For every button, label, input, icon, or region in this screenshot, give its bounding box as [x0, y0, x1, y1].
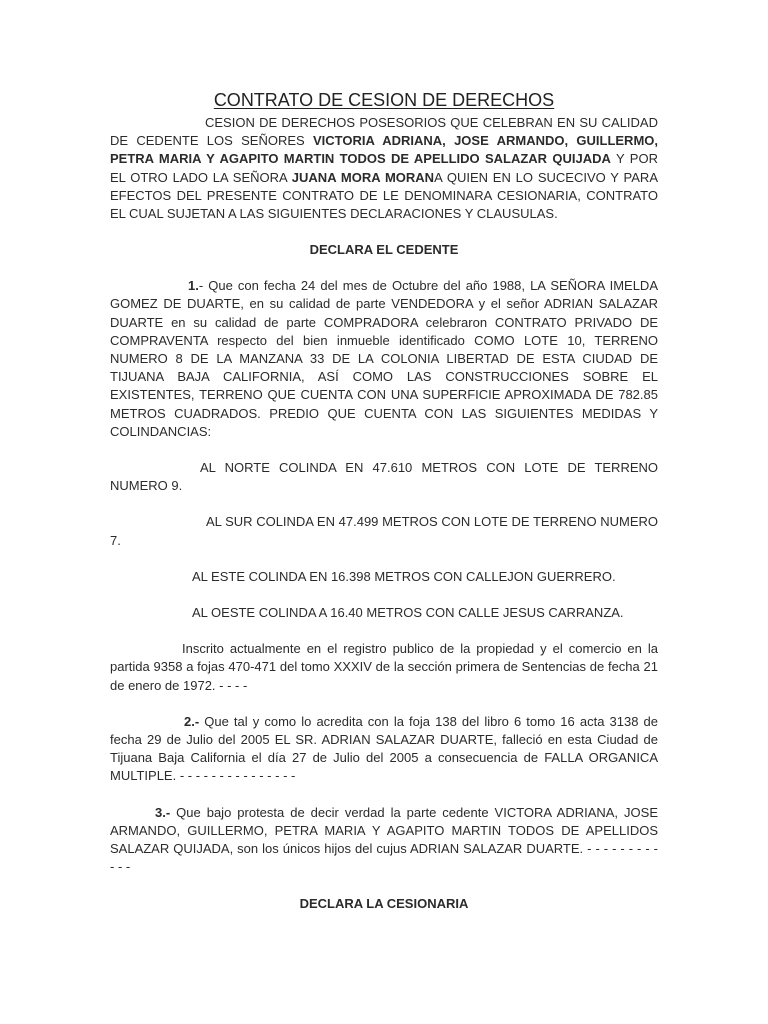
registry-paragraph: Inscrito actualmente en el registro publico de la propiedad y el comercio en la partida 9358 a fojas 470-471 del tomo XXXIV de la sección primera de Sentencias de fecha 21 de enero de 1972. - - - -: [110, 641, 658, 693]
clause-3-text: Que bajo protesta de decir verdad la parte cedente VICTORA ADRIANA, JOSE ARMANDO, GUILLERMO, PETRA MARIA Y AGAPITO MARTIN TODOS DE APELLIDOS SALAZAR QUIJADA, son los únicos hijos del cujus ADRIAN SALAZAR DUARTE. - - - - - - - - - - - -: [110, 804, 658, 875]
document-title: CONTRATO DE CESION DE DERECHOS: [213, 90, 555, 110]
clause-1-number: 1.: [188, 278, 199, 294]
cedentes-names: VICTORIA ADRIANA, JOSE ARMANDO, GUILLERMO, PETRA MARIA Y AGAPITO MARTIN TODOS DE APELLIDO SALAZAR QUIJADA: [110, 133, 658, 167]
clause-1-text: - Que con fecha 24 del mes de Octubre del año 1988, LA SEÑORA IMELDA GOMEZ DE DUARTE, en su calidad de parte VENDEDORA y el señor ADRIAN SALAZAR DUARTE en su calidad de parte COMPRADORA celebraron CONTRATO PRIVADO DE COMPRAVENTA respecto del bien inmueble identificado COMO LOTE 10, TERRENO NUMERO 8 DE LA MANZANA 33 DE LA COLONIA LIBERTAD DE ESTA CIUDAD DE TIJUANA BAJA CALIFORNIA, ASÍ COMO LAS CONSTRUCCIONES SOBRE EL EXISTENTES, TERRENO QUE CUENTA CON UNA SUPERFICIE APROXIMADA DE 782.85 METROS CUADRADOS. PREDIO QUE CUENTA CON LAS SIGUIENTES MEDIDAS Y COLINDANCIAS:: [110, 278, 658, 439]
intro-text-3: A QUIEN EN LO SUCECIVO Y PARA EFECTOS DEL PRESENTE CONTRATO DE LE DENOMINARA CESIONARIA, CONTRATO EL CUAL SUJETAN A LAS SIGUIENTES DECLARACIONES Y CLAUSULAS.: [110, 169, 658, 222]
clause-2: [110, 713, 658, 786]
cesionaria-name: JUANA MORA MORAN: [291, 169, 435, 185]
intro-text-2: Y POR EL OTRO LADO LA SEÑORA: [110, 151, 658, 185]
intro-text-1: CESION DE DERECHOS POSESORIOS QUE CELEBRAN EN SU CALIDAD DE CEDENTE LOS SEÑORES: [110, 115, 658, 149]
clause-3: [110, 804, 658, 877]
boundary-norte: AL NORTE COLINDA EN 47.610 METROS CON LOTE DE TERRENO NUMERO 9.: [110, 460, 658, 494]
clause-3-number: 3.-: [155, 804, 171, 820]
intro-paragraph: [110, 114, 658, 223]
boundary-este: AL ESTE COLINDA EN 16.398 METROS CON CALLEJON GUERRERO.: [192, 568, 616, 584]
heading-declara-cesionaria: DECLARA LA CESIONARIA: [299, 895, 469, 911]
document-page: [110, 88, 658, 913]
boundary-oeste: AL OESTE COLINDA A 16.40 METROS CON CALLE JESUS CARRANZA.: [192, 605, 624, 621]
boundary-sur: AL SUR COLINDA EN 47.499 METROS CON LOTE DE TERRENO NUMERO 7.: [110, 514, 658, 548]
clause-2-number: 2.-: [184, 713, 200, 729]
clause-2-text: Que tal y como lo acredita con la foja 138 del libro 6 tomo 16 acta 3138 de fecha 29 de Julio del 2005 EL SR. ADRIAN SALAZAR DUARTE, falleció en esta Ciudad de Tijuana Baja California el día 27 de Julio del 2005 a consecuencia de FALLA ORGANICA MULTIPLE. - - - - - - - - - - - - - - -: [110, 713, 658, 784]
heading-declara-cedente: DECLARA EL CEDENTE: [309, 242, 459, 258]
clause-1: [110, 277, 658, 441]
